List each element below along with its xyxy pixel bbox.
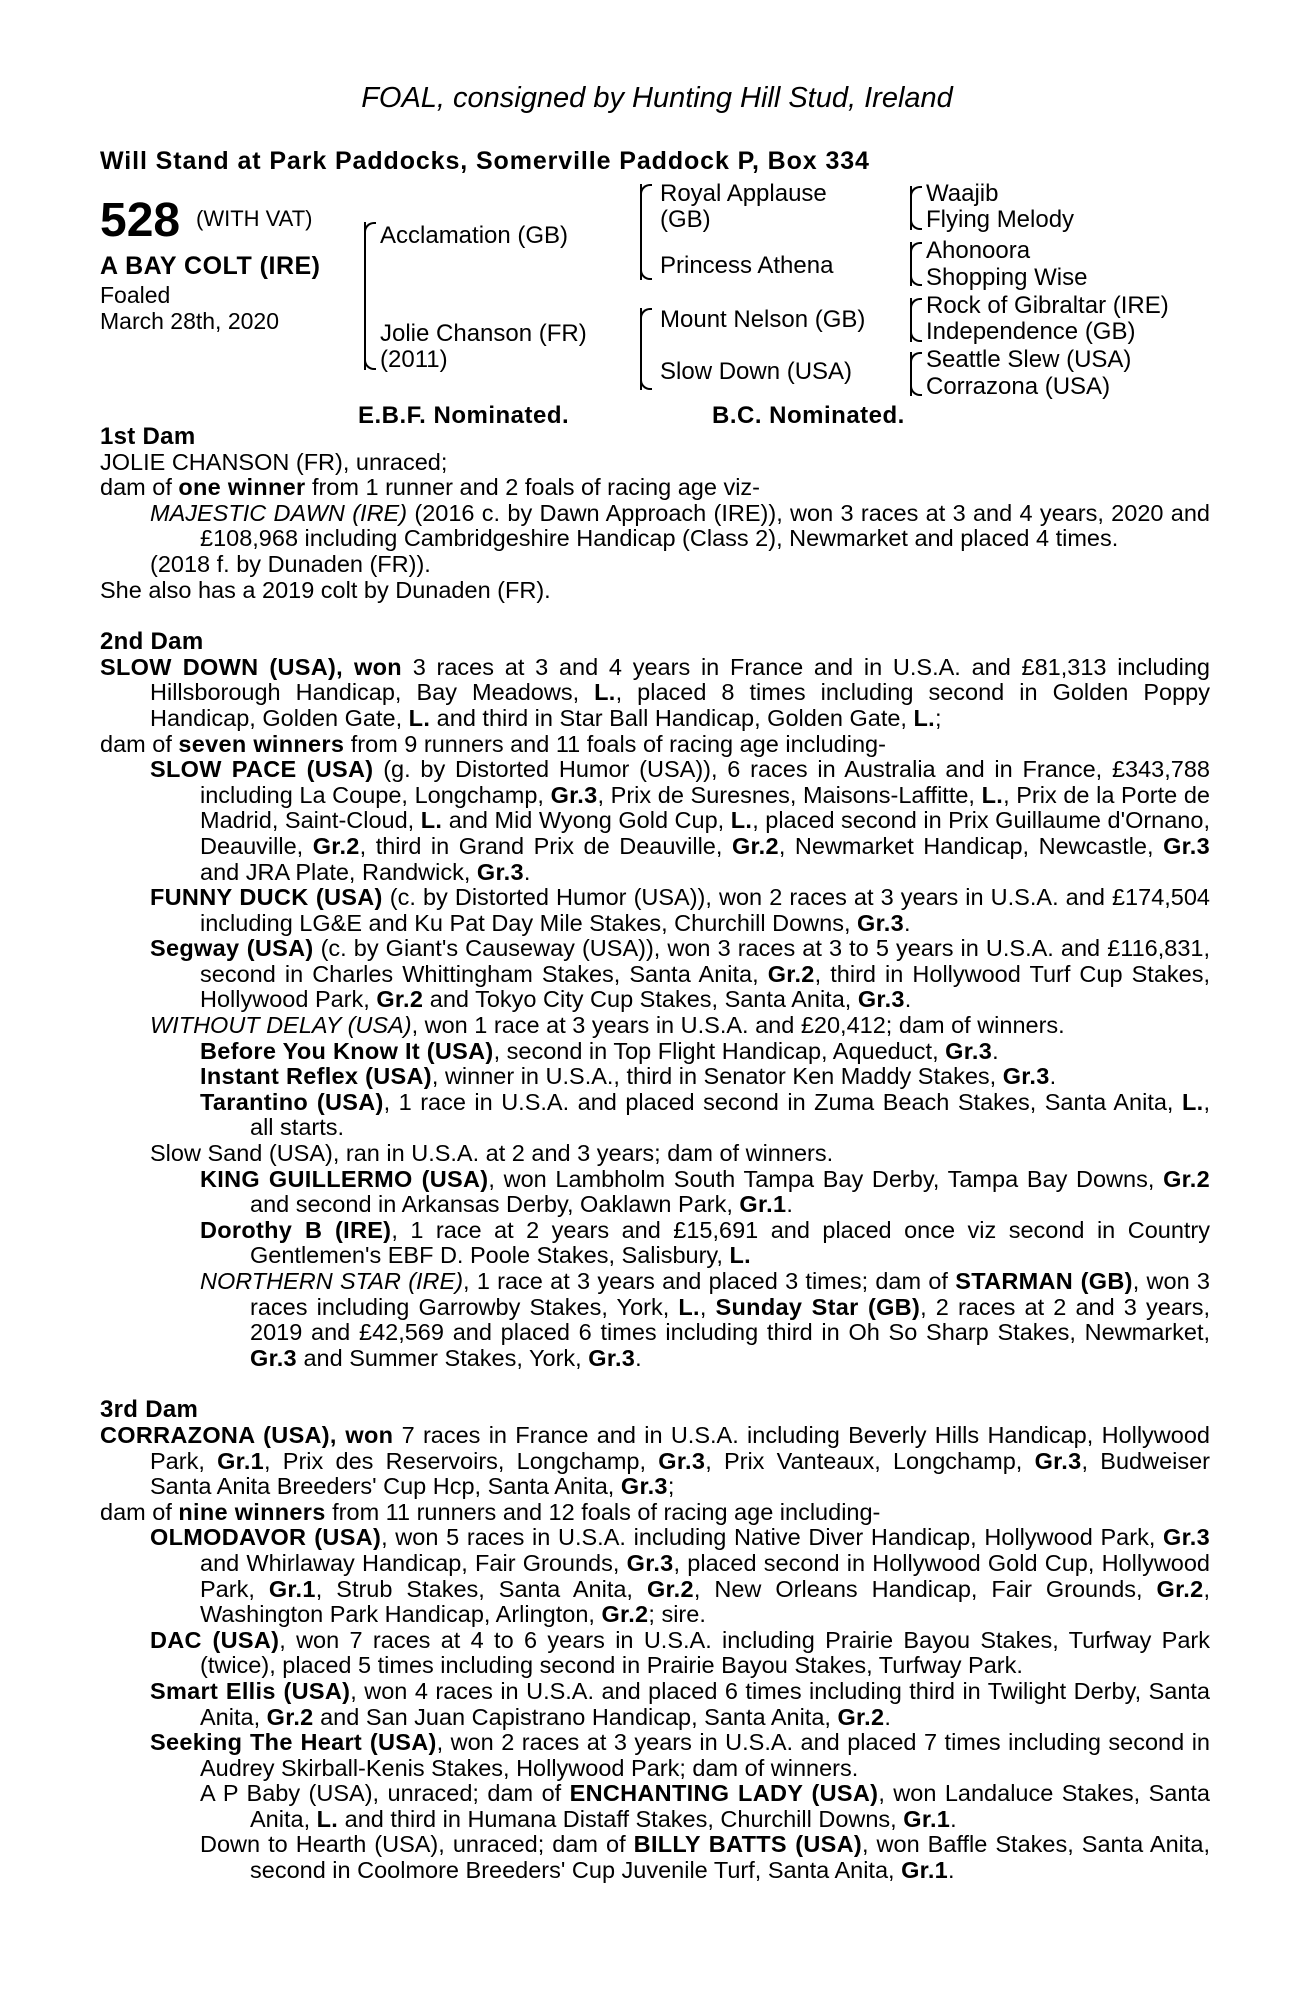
foaled-date: March 28th, 2020 (100, 308, 280, 334)
vat-label: (WITH VAT) (196, 206, 313, 231)
pedigree-brace-ss (910, 186, 912, 230)
pedigree-brace-dam (640, 308, 642, 390)
lot-title: A BAY COLT (IRE) (100, 252, 321, 280)
pedigree-sdd: Shopping Wise (926, 264, 1088, 291)
pedigree-sss: Waajib (926, 180, 999, 207)
produce-slow-sand: Slow Sand (USA), ran in U.S.A. at 2 and 3 years; dam of winners. (150, 1140, 834, 1167)
stand-location: Will Stand at Park Paddocks, Somerville Paddock P, Box 334 (100, 147, 870, 175)
third-dam-heading: 3rd Dam (100, 1396, 199, 1424)
pedigree-sire-dam: Princess Athena (660, 252, 834, 279)
first-dam-heading: 1st Dam (100, 423, 196, 450)
pedigree-brace-ds (910, 298, 912, 342)
pedigree-brace-dd (910, 352, 912, 396)
pedigree-brace-sd (910, 242, 912, 286)
pedigree-ssd: Flying Melody (926, 206, 1075, 233)
produce-before-you-know-it: Before You Know It (USA), second in Top Flight Handicap, Aqueduct, Gr.3. (200, 1037, 999, 1064)
first-dam-record: dam of one winner from 1 runner and 2 foals of racing age viz- (100, 474, 760, 501)
pedigree-dam-sire: Mount Nelson (GB) (660, 306, 866, 333)
produce-down-to-hearth: Down to Hearth (USA), unraced; dam of BILLY BATTS (USA), won Baffle Stakes, Santa Anita, second in Coolmore Breeders' Cup Juvenile Turf, Santa Anita, Gr.1. (200, 1831, 1210, 1884)
pedigree-ddd: Corrazona (USA) (926, 373, 1111, 400)
pedigree-dsd: Independence (GB) (926, 318, 1136, 345)
produce-instant-reflex: Instant Reflex (USA), winner in U.S.A., third in Senator Ken Maddy Stakes, Gr.3. (200, 1063, 1057, 1090)
produce-majestic-dawn: MAJESTIC DAWN (IRE) (2016 c. by Dawn Approach (IRE)), won 3 races at 3 and 4 years, 2020 and £108,968 including Cambridgeshire Handicap (Class 2), Newmarket and placed 4 times. (150, 499, 1210, 552)
produce-tarantino: Tarantino (USA), 1 race in U.S.A. and placed second in Zuma Beach Stakes, Santa Anita, L., all starts. (200, 1088, 1210, 1141)
produce-dac: DAC (USA), won 7 races at 4 to 6 years in U.S.A. including Prairie Bayou Stakes, Turfway Park (twice), placed 5 times including second in Prairie Bayou Stakes, Turfway Park. (150, 1626, 1210, 1679)
pedigree-brace-sire (640, 184, 642, 280)
produce-segway: Segway (USA) (c. by Giant's Causeway (USA)), won 3 races at 3 to 5 years in U.S.A. and £116,831, second in Charles Whittingham Stakes, Santa Anita, Gr.2, third in Hollywood Turf Cup Stakes, Hollywood Park, Gr.2 and Tokyo City Cup Stakes, Santa Anita, Gr.3. (150, 935, 1210, 1013)
foaled-label: Foaled (100, 282, 171, 308)
produce-olmodavor: OLMODAVOR (USA), won 5 races in U.S.A. including Native Diver Handicap, Hollywood Park, Gr.3 and Whirlaway Handicap, Fair Grounds, Gr.3, placed second in Hollywood Gold Cup, Hollywood Park, Gr.1, Strub Stakes, Santa Anita, Gr.2, New Orleans Handicap, Fair Grounds, Gr.2, Washington Park Handicap, Arlington, Gr.2; sire. (150, 1524, 1210, 1628)
pedigree-dds: Seattle Slew (USA) (926, 346, 1132, 373)
pedigree-dam-dam: Slow Down (USA) (660, 358, 853, 385)
pedigree-sire: Acclamation (GB) (380, 222, 569, 249)
produce-dorothy-b: Dorothy B (IRE), 1 race at 2 years and £15,691 and placed once viz second in Country Gentlemen's EBF D. Poole Stakes, Salisbury, L. (200, 1216, 1211, 1269)
catalogue-header: FOAL, consigned by Hunting Hill Stud, Ireland (361, 82, 953, 114)
produce-a-p-baby: A P Baby (USA), unraced; dam of ENCHANTING LADY (USA), won Landaluce Stakes, Santa Anita, L. and third in Humana Distaff Stakes, Churchill Downs, Gr.1. (200, 1780, 1210, 1832)
produce-king-guillermo: KING GUILLERMO (USA), won Lambholm South Tampa Bay Derby, Tampa Bay Downs, Gr.2 and second in Arkansas Derby, Oaklawn Park, Gr.1. (200, 1165, 1210, 1218)
ebf-nominated: E.B.F. Nominated. (358, 402, 570, 429)
second-dam-heading: 2nd Dam (100, 628, 204, 656)
produce-slow-pace: SLOW PACE (USA) (g. by Distorted Humor (USA)), 6 races in Australia and in France, £343,788 including La Coupe, Longchamp, Gr.3, Prix de Suresnes, Maisons-Laffitte, L., Prix de la Porte de Madrid, Saint-Cloud, L. and Mid Wyong Gold Cup, L., placed second in Prix Guillaume d'Ornano, Deauville, Gr.2, third in Grand Prix de Deauville, Gr.2, Newmarket Handicap, Newcastle, Gr.3 and JRA Plate, Randwick, Gr.3. (150, 756, 1211, 885)
first-dam-name: JOLIE CHANSON (FR), unraced; (100, 448, 448, 475)
second-dam-record: SLOW DOWN (USA), won 3 races at 3 and 4 years in France and in U.S.A. and £81,313 including Hillsborough Handicap, Bay Meadows, L., placed 8 times including second in Golden Poppy Handicap, Golden Gate, L. and third in Star Ball Handicap, Golden Gate, L.; (100, 653, 1210, 731)
produce-smart-ellis: Smart Ellis (USA), won 4 races in U.S.A. and placed 6 times including third in Twilight Derby, Santa Anita, Gr.2 and San Juan Capistrano Handicap, Santa Anita, Gr.2. (150, 1677, 1210, 1730)
lot-number: 528 (100, 194, 181, 247)
pedigree-dam-year: (2011) (380, 346, 448, 373)
pedigree-brace-main (364, 222, 366, 370)
third-dam-record: CORRAZONA (USA), won 7 races in France and in U.S.A. including Beverly Hills Handicap, Hollywood Park, Gr.1, Prix des Reservoirs, Longchamp, Gr.3, Prix Vanteaux, Longchamp, Gr.3, Budweiser Santa Anita Breeders' Cup Hcp, Santa Anita, Gr.3; (100, 1421, 1210, 1500)
produce-northern-star: NORTHERN STAR (IRE), 1 race at 3 years and placed 3 times; dam of STARMAN (GB), won 3 races including Garrowby Stakes, York, L., Sunday Star (GB), 2 races at 2 and 3 years, 2019 and £42,569 and placed 6 times including third in Oh So Sharp Stakes, Newmarket, Gr.3 and Summer Stakes, York, Gr.3. (200, 1268, 1211, 1371)
pedigree-sire-sire-country: (GB) (660, 206, 711, 233)
produce-2019-colt: She also has a 2019 colt by Dunaden (FR). (100, 576, 551, 603)
pedigree-sds: Ahonoora (926, 237, 1031, 264)
pedigree-sire-sire: Royal Applause (660, 180, 827, 207)
produce-without-delay: WITHOUT DELAY (USA), won 1 race at 3 years in U.S.A. and £20,412; dam of winners. (150, 1012, 1065, 1039)
produce-seeking-the-heart: Seeking The Heart (USA), won 2 races at 3 years in U.S.A. and placed 7 times including second in Audrey Skirball-Kenis Stakes, Hollywood Park; dam of winners. (150, 1729, 1210, 1781)
produce-2018-filly: (2018 f. by Dunaden (FR)). (150, 550, 431, 577)
produce-record (100, 424, 1210, 1884)
produce-funny-duck: FUNNY DUCK (USA) (c. by Distorted Humor (USA)), won 2 races at 3 years in U.S.A. and £174,504 including LG&E and Ku Pat Day Mile Stakes, Churchill Downs, Gr.3. (150, 884, 1210, 936)
third-dam-produce-summary: dam of nine winners from 11 runners and 12 foals of racing age including- (100, 1498, 881, 1525)
pedigree-dss: Rock of Gibraltar (IRE) (926, 292, 1169, 319)
pedigree-dam: Jolie Chanson (FR) (380, 320, 587, 347)
bc-nominated: B.C. Nominated. (712, 402, 905, 429)
second-dam-produce-summary: dam of seven winners from 9 runners and 11 foals of racing age including- (100, 730, 886, 757)
